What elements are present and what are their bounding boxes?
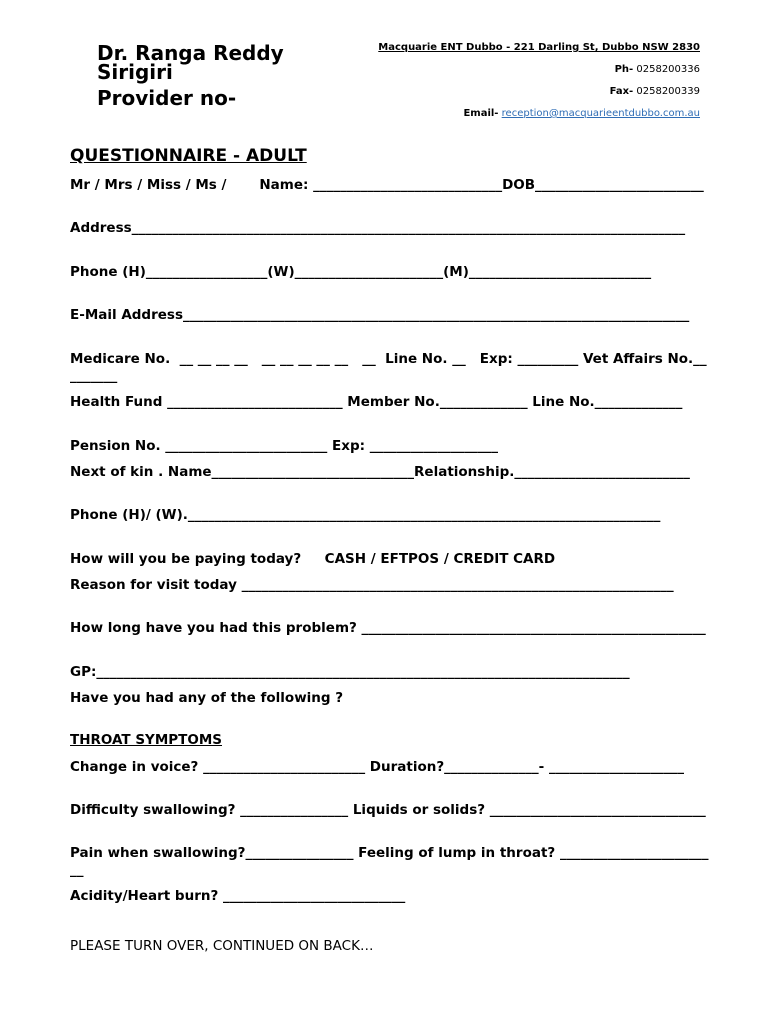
turn-over-note: PLEASE TURN OVER, CONTINUED ON BACK… xyxy=(70,938,374,954)
field-email[interactable]: E-Mail Address___________________________________________________________________________ xyxy=(70,307,690,323)
field-medicare[interactable]: Medicare No. __ __ __ __ __ __ __ __ __ __ Line No. __ Exp: _________ Vet Affairs No._________ xyxy=(70,351,707,384)
email-link[interactable]: reception@macquarieentdubbo.com.au xyxy=(501,108,700,119)
throat-symptoms-heading: THROAT SYMPTOMS xyxy=(70,732,222,748)
field-change-in-voice[interactable]: Change in voice? ________________________ Duration?______________- ____________________ xyxy=(70,759,684,775)
practice-address: Macquarie ENT Dubbo - 221 Darling St, Dubbo NSW 2830 xyxy=(378,42,700,53)
form-title: QUESTIONNAIRE - ADULT xyxy=(70,146,307,166)
email-label: Email- xyxy=(463,108,499,119)
field-address[interactable]: Address__________________________________________________________________________________ xyxy=(70,220,686,236)
phone-value: 0258200336 xyxy=(636,64,700,75)
field-problem-duration[interactable]: How long have you had this problem? ___________________________________________________ xyxy=(70,620,706,636)
practice-email xyxy=(463,108,700,119)
field-health-fund[interactable]: Health Fund __________________________ Member No._____________ Line No._____________ xyxy=(70,394,683,410)
field-reason-for-visit[interactable]: Reason for visit today ________________________________________________________________ xyxy=(70,577,674,593)
field-next-of-kin[interactable]: Next of kin . Name______________________________Relationship.__________________________ xyxy=(70,464,690,480)
field-pain-swallowing[interactable]: Pain when swallowing?________________ Feeling of lump in throat? ________________________ xyxy=(70,845,709,878)
provider-number: Provider no- xyxy=(97,86,237,110)
field-name-dob[interactable]: Mr / Mrs / Miss / Ms / Name: ____________________________DOB_________________________ xyxy=(70,177,704,193)
payment-method: How will you be paying today? CASH / EFTPOS / CREDIT CARD xyxy=(70,551,556,567)
fax-label: Fax- xyxy=(609,86,634,97)
field-pension[interactable]: Pension No. ________________________ Exp: ___________________ xyxy=(70,438,498,454)
field-phone[interactable]: Phone (H)__________________(W)______________________(M)___________________________ xyxy=(70,264,652,280)
phone-label: Ph- xyxy=(614,64,634,75)
practice-fax xyxy=(610,86,700,97)
doctor-name: Dr. Ranga Reddy Sirigiri xyxy=(97,41,284,84)
fax-value: 0258200339 xyxy=(636,86,700,97)
practice-phone xyxy=(615,64,700,75)
field-acidity[interactable]: Acidity/Heart burn? ___________________________ xyxy=(70,888,406,904)
field-kin-phone[interactable]: Phone (H)/ (W).______________________________________________________________________ xyxy=(70,507,661,523)
following-question: Have you had any of the following ? xyxy=(70,690,344,706)
field-gp[interactable]: GP:_______________________________________________________________________________ xyxy=(70,664,630,680)
field-difficulty-swallowing[interactable]: Difficulty swallowing? ________________ Liquids or solids? ________________________________ xyxy=(70,802,706,818)
